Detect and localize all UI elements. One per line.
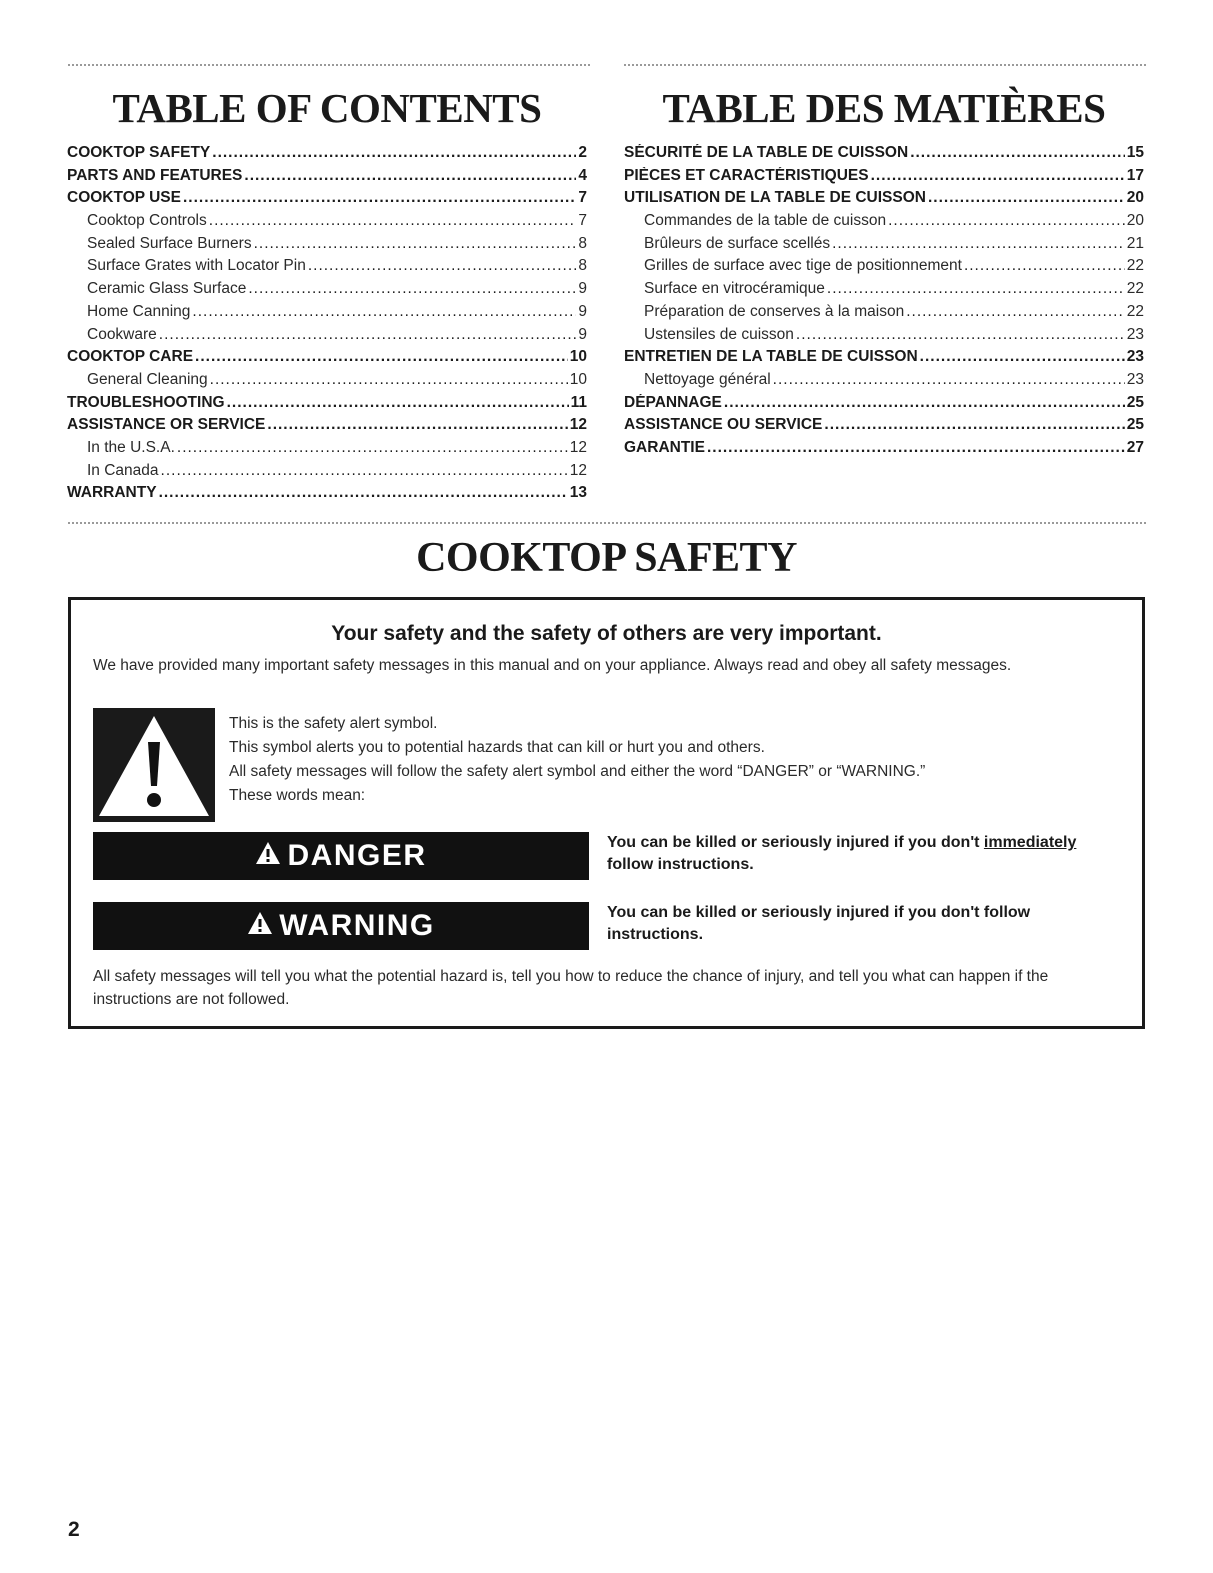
toc-entry-page: 10 (569, 348, 587, 366)
toc-entry (67, 439, 587, 462)
toc-entry-title: Surface en vitrocéramique (644, 280, 825, 298)
toc-dot-leader (195, 348, 568, 366)
toc-entry-title: General Cleaning (87, 370, 208, 388)
toc-entry-page: 20 (1126, 212, 1144, 230)
toc-entry-title: TROUBLESHOOTING (67, 393, 225, 411)
toc-dot-leader (161, 462, 568, 480)
toc-entry-page: 25 (1126, 416, 1144, 434)
toc-entry (67, 484, 587, 507)
danger-text-after: follow instructions. (607, 856, 754, 873)
toc-entry-title: Ceramic Glass Surface (87, 280, 247, 298)
toc-entry-title: ENTRETIEN DE LA TABLE DE CUISSON (624, 348, 918, 366)
toc-entry (624, 439, 1144, 462)
danger-text (607, 832, 1127, 876)
toc-entry-title: Ustensiles de cuisson (644, 325, 794, 343)
safety-box-heading: Your safety and the safety of others are very important. (331, 622, 882, 645)
toc-entry-page: 20 (1126, 189, 1144, 207)
toc-entry (67, 462, 587, 485)
page-number: 2 (68, 1518, 80, 1541)
toc-entry-page: 15 (1126, 144, 1144, 161)
toc-entry-title: Cooktop Controls (87, 212, 207, 230)
toc-dot-leader (159, 326, 577, 344)
warning-signal-bar (93, 902, 589, 950)
toc-entry-title: WARRANTY (67, 484, 157, 502)
warning-label: WARNING (279, 909, 435, 942)
warning-text: You can be killed or seriously injured if you don't follow instructions. (607, 904, 1031, 943)
toc-dot-leader (796, 326, 1125, 344)
toc-entry (67, 326, 587, 349)
toc-entry-title: In Canada (87, 461, 159, 479)
toc-entry (624, 212, 1144, 235)
toc-dot-leader (244, 167, 576, 185)
toc-entry (67, 394, 587, 417)
section-title: COOKTOP SAFETY (416, 535, 797, 581)
toc-entry (67, 348, 587, 371)
toc-entry (67, 235, 587, 258)
alert-line: This is the safety alert symbol. (229, 715, 438, 732)
toc-entry-page: 8 (578, 257, 587, 275)
toc-entry (624, 144, 1144, 167)
toc-entry-title: Grilles de surface avec tige de positionnement (644, 257, 962, 275)
middle-rule (68, 522, 1146, 524)
alert-line: These words mean: (229, 787, 366, 804)
toc-entry-title: Brûleurs de surface scellés (644, 234, 831, 252)
toc-french-list (624, 144, 1144, 462)
safety-box (68, 597, 1145, 1029)
toc-entry (67, 371, 587, 394)
toc-dot-leader (212, 144, 576, 162)
toc-dot-leader (254, 235, 577, 253)
toc-entry-title: PIÈCES ET CARACTÉRISTIQUES (624, 166, 869, 184)
toc-entry (67, 303, 587, 326)
toc-entry (624, 348, 1144, 371)
warning-triangle-svg (93, 708, 215, 822)
toc-entry-page: 2 (578, 144, 587, 161)
toc-entry (624, 167, 1144, 190)
toc-entry-page: 23 (1126, 370, 1144, 388)
toc-entry-title: ASSISTANCE OU SERVICE (624, 416, 823, 434)
toc-entry-page: 25 (1126, 393, 1144, 411)
toc-dot-leader (227, 394, 569, 412)
danger-label: DANGER (287, 839, 427, 872)
toc-entry-title: PARTS AND FEATURES (67, 166, 243, 184)
toc-entry-page: 11 (570, 393, 587, 411)
toc-entry-title: Home Canning (87, 302, 191, 320)
toc-dot-leader (906, 303, 1125, 321)
toc-entry-page: 21 (1126, 234, 1144, 252)
danger-signal-bar (93, 832, 589, 880)
toc-dot-leader (920, 348, 1125, 366)
toc-french (624, 84, 1144, 462)
toc-entry (624, 416, 1144, 439)
toc-entry-page: 7 (578, 212, 587, 230)
toc-entry-title: COOKTOP CARE (67, 348, 194, 366)
toc-entry-page: 10 (569, 370, 587, 388)
toc-entry (624, 189, 1144, 212)
warning-triangle-icon (247, 909, 273, 943)
toc-dot-leader (964, 257, 1125, 275)
toc-french-heading: TABLE DES MATIÈRES (662, 85, 1106, 131)
toc-entry-page: 8 (578, 234, 587, 252)
toc-dot-leader (183, 189, 576, 207)
toc-dot-leader (773, 371, 1125, 389)
toc-dot-leader (248, 280, 576, 298)
safety-intro: We have provided many important safety messages in this manual and on your appliance. Always read and obey all safety messages. (93, 657, 1012, 674)
toc-entry-page: 13 (569, 484, 587, 502)
toc-entry (67, 257, 587, 280)
toc-entry (624, 257, 1144, 280)
warning-triangle-icon (93, 708, 215, 822)
toc-entry (67, 212, 587, 235)
toc-entry (624, 303, 1144, 326)
toc-entry (67, 189, 587, 212)
toc-dot-leader (871, 167, 1125, 185)
toc-entry-page: 9 (578, 302, 587, 320)
toc-entry-title: COOKTOP USE (67, 189, 181, 207)
toc-entry-title: ASSISTANCE OR SERVICE (67, 416, 266, 434)
toc-entry (624, 394, 1144, 417)
toc-entry (67, 144, 587, 167)
toc-entry-title: Cookware (87, 325, 157, 343)
alert-lines (229, 712, 1129, 808)
toc-english-list (67, 144, 587, 507)
toc-entry (67, 280, 587, 303)
toc-dot-leader (267, 416, 567, 434)
top-rule-right (624, 64, 1146, 66)
toc-english (67, 84, 587, 507)
toc-dot-leader (707, 439, 1125, 457)
toc-dot-leader (192, 303, 576, 321)
toc-entry-page: 23 (1126, 348, 1144, 366)
toc-entry-title: SÉCURITÉ DE LA TABLE DE CUISSON (624, 144, 909, 161)
toc-dot-leader (724, 394, 1125, 412)
toc-entry-page: 27 (1126, 438, 1144, 456)
toc-dot-leader (177, 439, 568, 457)
warning-triangle-icon (255, 839, 281, 873)
toc-entry (624, 280, 1144, 303)
toc-dot-leader (832, 235, 1125, 253)
safety-footer: All safety messages will tell you what the potential hazard is, tell you how to reduce the chance of injury, and tell you what can happen if the instructions are not followed. (93, 968, 1049, 1008)
toc-entry-page: 17 (1126, 166, 1144, 184)
toc-entry-title: Commandes de la table de cuisson (644, 212, 887, 230)
toc-entry-title: GARANTIE (624, 438, 705, 456)
toc-entry-title: UTILISATION DE LA TABLE DE CUISSON (624, 189, 926, 207)
toc-dot-leader (209, 212, 577, 230)
toc-entry (624, 371, 1144, 394)
toc-dot-leader (159, 484, 568, 502)
toc-entry (67, 416, 587, 439)
toc-entry-title: Surface Grates with Locator Pin (87, 257, 306, 275)
toc-dot-leader (928, 189, 1125, 207)
toc-entry-title: Nettoyage général (644, 370, 771, 388)
toc-entry-page: 9 (578, 325, 587, 343)
toc-dot-leader (888, 212, 1125, 230)
toc-entry-page: 9 (578, 280, 587, 298)
toc-english-heading: TABLE OF CONTENTS (112, 85, 542, 131)
danger-text-emphasis: immediately (983, 834, 1077, 851)
toc-entry-title: In the U.S.A. (87, 438, 175, 456)
toc-dot-leader (910, 144, 1125, 162)
toc-entry-page: 12 (569, 416, 587, 434)
toc-entry-title: COOKTOP SAFETY (67, 144, 211, 161)
toc-entry-page: 23 (1126, 325, 1144, 343)
top-rule-left (68, 64, 590, 66)
toc-entry-page: 7 (578, 189, 587, 207)
toc-entry (67, 167, 587, 190)
toc-entry-page: 12 (569, 438, 587, 456)
toc-entry-page: 22 (1126, 280, 1144, 298)
toc-dot-leader (210, 371, 568, 389)
danger-text-before: You can be killed or seriously injured if you don't (607, 834, 984, 851)
toc-entry-page: 22 (1126, 257, 1144, 275)
toc-entry-title: Sealed Surface Burners (87, 234, 252, 252)
toc-dot-leader (308, 257, 577, 275)
alert-line: All safety messages will follow the safety alert symbol and either the word “DANGER” or “WARNING.” (229, 763, 926, 780)
toc-dot-leader (824, 416, 1124, 434)
toc-entry (624, 235, 1144, 258)
toc-entry-page: 12 (569, 461, 587, 479)
alert-line: This symbol alerts you to potential hazards that can kill or hurt you and others. (229, 739, 765, 756)
toc-entry-page: 22 (1126, 302, 1144, 320)
toc-entry (624, 326, 1144, 349)
toc-entry-title: Préparation de conserves à la maison (644, 302, 905, 320)
toc-entry-title: DÉPANNAGE (624, 393, 722, 411)
toc-entry-page: 4 (578, 166, 587, 184)
toc-dot-leader (827, 280, 1125, 298)
